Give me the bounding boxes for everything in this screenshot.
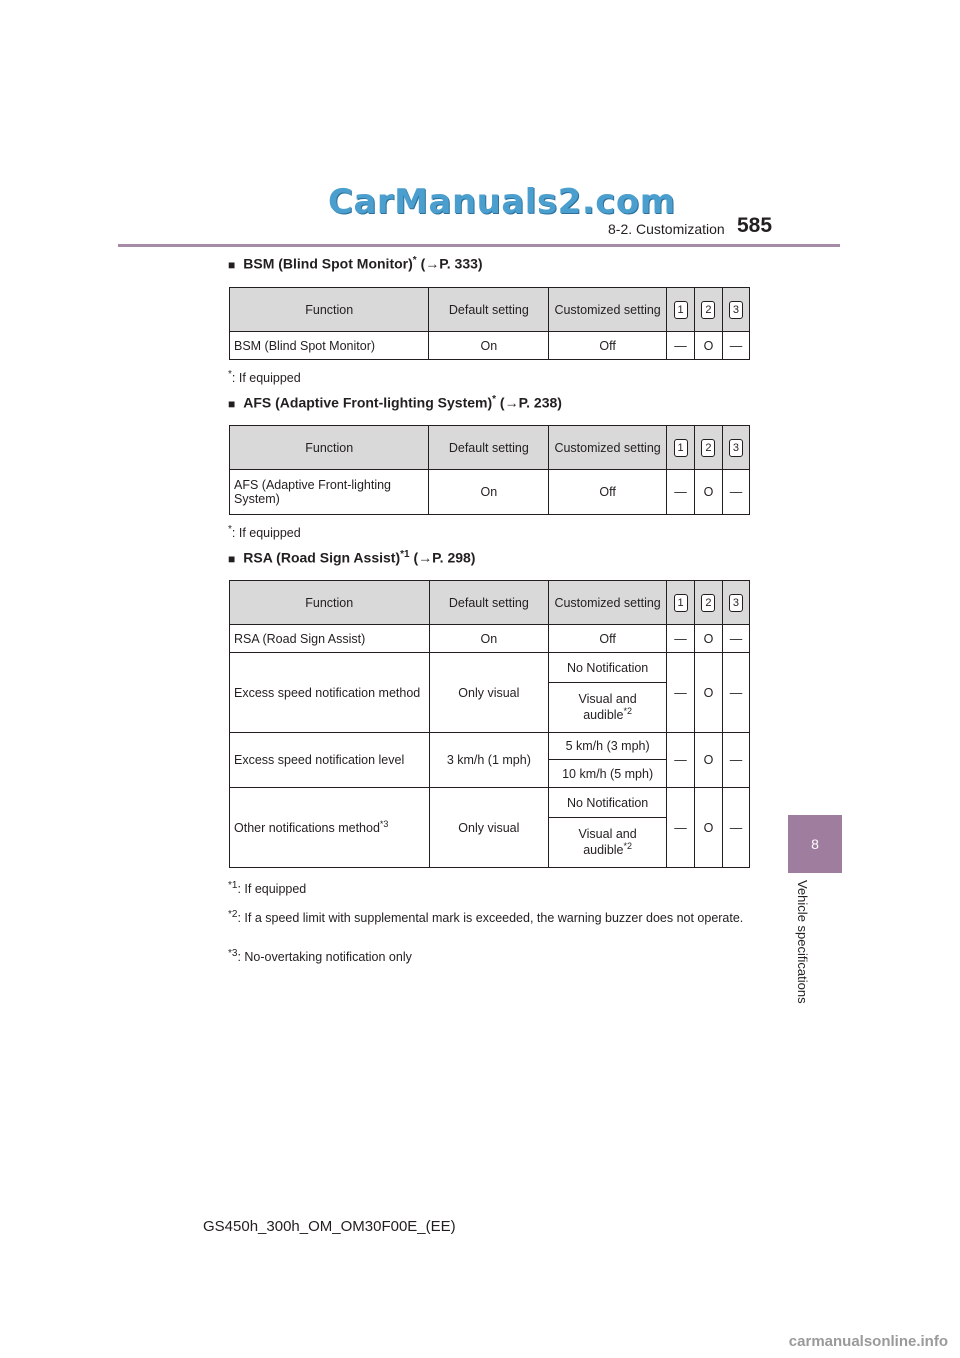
cell-col2: O bbox=[695, 733, 723, 788]
afs-footnote-text: : If equipped bbox=[231, 526, 301, 541]
cell-default: On bbox=[429, 470, 549, 515]
page-number: 585 bbox=[737, 214, 773, 237]
cell-col2: O bbox=[695, 332, 723, 360]
column-number-3-icon: 3 bbox=[729, 594, 743, 612]
cell-default: Only visual bbox=[429, 788, 549, 868]
watermark-footer[interactable]: carmanualsonline.info bbox=[788, 1333, 948, 1350]
cell-col1: — bbox=[667, 788, 695, 868]
cell-option-2-mark: *2 bbox=[623, 706, 633, 717]
column-number-1-icon: 1 bbox=[674, 594, 688, 612]
afs-footnote bbox=[228, 524, 301, 540]
col-header-2 bbox=[695, 288, 723, 332]
cell-function: Excess speed notification level bbox=[230, 733, 430, 788]
cell-default: On bbox=[429, 625, 549, 653]
bsm-footnote bbox=[228, 369, 301, 385]
chapter-side-label-text: Vehicle specifications bbox=[795, 880, 810, 1004]
cell-function bbox=[230, 788, 430, 868]
cell-col3: — bbox=[722, 625, 749, 653]
watermark-logo-top[interactable]: CarManuals2.com bbox=[328, 182, 676, 222]
cell-col1: — bbox=[667, 470, 695, 515]
col-header-3 bbox=[722, 426, 749, 470]
header-divider bbox=[118, 244, 840, 247]
cell-default: 3 km/h (1 mph) bbox=[429, 733, 549, 788]
section-title: 8-2. Customization bbox=[608, 221, 725, 237]
cell-function: BSM (Blind Spot Monitor) bbox=[230, 332, 429, 360]
afs-table bbox=[229, 425, 750, 515]
cell-col1: — bbox=[667, 653, 695, 733]
rsa-table bbox=[229, 580, 750, 868]
cell-col1: — bbox=[667, 625, 695, 653]
cell-option-2-text: Visual and audible bbox=[578, 692, 637, 723]
cell-col1: — bbox=[667, 733, 695, 788]
table-row bbox=[230, 733, 750, 760]
rsa-footnote-3-text: : No-overtaking notification only bbox=[237, 950, 412, 965]
cell-customized: Off bbox=[549, 470, 667, 515]
cell-col1: — bbox=[667, 332, 695, 360]
col-header-2 bbox=[695, 581, 723, 625]
cell-option-2 bbox=[549, 818, 667, 868]
cell-col2: O bbox=[695, 653, 723, 733]
cell-col3: — bbox=[722, 733, 749, 788]
column-number-2-icon: 2 bbox=[701, 301, 715, 319]
rsa-heading-text: RSA (Road Sign Assist) bbox=[243, 549, 401, 566]
rsa-heading-mark: *1 bbox=[400, 549, 410, 560]
cell-col2: O bbox=[694, 470, 722, 515]
rsa-footnote-3 bbox=[228, 948, 412, 964]
cell-option-1: No Notification bbox=[549, 788, 667, 818]
col-header-customized: Customized setting bbox=[549, 581, 667, 625]
column-number-1-icon: 1 bbox=[674, 439, 688, 457]
cell-col3: — bbox=[722, 470, 749, 515]
chapter-tab[interactable]: 8 bbox=[788, 815, 842, 873]
rsa-footnote-3-mark: *3 bbox=[228, 948, 238, 959]
col-header-1 bbox=[667, 288, 695, 332]
bsm-heading bbox=[228, 255, 483, 272]
column-number-2-icon: 2 bbox=[701, 594, 715, 612]
col-header-default: Default setting bbox=[429, 288, 549, 332]
col-header-2 bbox=[694, 426, 722, 470]
cell-col2: O bbox=[695, 788, 723, 868]
cell-function: AFS (Adaptive Front-lighting System) bbox=[230, 470, 429, 515]
column-number-3-icon: 3 bbox=[729, 301, 743, 319]
bsm-heading-mark: * bbox=[412, 255, 417, 266]
cell-option-2: 10 km/h (5 mph) bbox=[549, 760, 667, 788]
table-row bbox=[230, 788, 750, 818]
cell-col3: — bbox=[722, 332, 749, 360]
square-bullet-icon: ■ bbox=[228, 396, 236, 411]
rsa-footnote-1-mark: *1 bbox=[228, 880, 238, 891]
bsm-footnote-text: : If equipped bbox=[231, 371, 301, 386]
table-row bbox=[230, 470, 750, 515]
rsa-footnote-1-text: : If equipped bbox=[237, 882, 307, 897]
col-header-3 bbox=[722, 581, 749, 625]
cell-col3: — bbox=[722, 653, 749, 733]
table-row bbox=[230, 625, 750, 653]
col-header-function: Function bbox=[230, 288, 429, 332]
cell-function-text: Other notifications method bbox=[234, 821, 380, 836]
col-header-function: Function bbox=[230, 581, 430, 625]
cell-option-2-mark: *2 bbox=[623, 841, 633, 852]
cell-option-1: 5 km/h (3 mph) bbox=[549, 733, 667, 760]
column-number-1-icon: 1 bbox=[674, 301, 688, 319]
cell-function: RSA (Road Sign Assist) bbox=[230, 625, 430, 653]
rsa-footnote-1 bbox=[228, 880, 306, 896]
cell-col2: O bbox=[695, 625, 723, 653]
col-header-default: Default setting bbox=[429, 426, 549, 470]
col-header-customized: Customized setting bbox=[549, 426, 667, 470]
bsm-table bbox=[229, 287, 750, 360]
cell-function: Excess speed notification method bbox=[230, 653, 430, 733]
rsa-footnote-2-mark: *2 bbox=[228, 909, 238, 920]
square-bullet-icon: ■ bbox=[228, 551, 236, 566]
cell-default: On bbox=[429, 332, 549, 360]
col-header-function: Function bbox=[230, 426, 429, 470]
cell-option-2-text: Visual and audible bbox=[578, 827, 637, 858]
bsm-footnote-mark: * bbox=[228, 369, 232, 380]
col-header-1 bbox=[667, 426, 695, 470]
column-number-2-icon: 2 bbox=[701, 439, 715, 457]
bsm-page-ref[interactable]: (→P. 333) bbox=[416, 255, 483, 272]
cell-default: Only visual bbox=[429, 653, 549, 733]
cell-function-mark: *3 bbox=[379, 819, 389, 830]
column-number-3-icon: 3 bbox=[729, 439, 743, 457]
col-header-customized: Customized setting bbox=[549, 288, 667, 332]
rsa-footnote-2-text: : If a speed limit with supplemental mark is exceeded, the warning buzzer does not operate. bbox=[237, 911, 744, 926]
col-header-1 bbox=[667, 581, 695, 625]
cell-option-1: No Notification bbox=[549, 653, 667, 683]
document-code: GS450h_300h_OM_OM30F00E_(EE) bbox=[203, 1218, 456, 1235]
afs-heading-mark: * bbox=[492, 394, 497, 405]
col-header-default: Default setting bbox=[429, 581, 549, 625]
cell-customized: Off bbox=[549, 625, 667, 653]
rsa-page-ref[interactable]: (→P. 298) bbox=[409, 549, 476, 566]
table-row bbox=[230, 332, 750, 360]
afs-page-ref[interactable]: (→P. 238) bbox=[496, 394, 562, 411]
rsa-heading bbox=[228, 549, 475, 566]
rsa-footnote-2 bbox=[228, 905, 748, 928]
square-bullet-icon: ■ bbox=[228, 257, 236, 272]
col-header-3 bbox=[722, 288, 749, 332]
cell-col3: — bbox=[722, 788, 749, 868]
afs-heading bbox=[228, 394, 562, 411]
chapter-side-label bbox=[792, 880, 812, 1025]
bsm-heading-text: BSM (Blind Spot Monitor) bbox=[243, 255, 413, 272]
afs-footnote-mark: * bbox=[228, 524, 232, 535]
table-row bbox=[230, 653, 750, 683]
cell-customized: Off bbox=[549, 332, 667, 360]
cell-option-2 bbox=[549, 683, 667, 733]
afs-heading-text: AFS (Adaptive Front-lighting System) bbox=[243, 394, 493, 411]
